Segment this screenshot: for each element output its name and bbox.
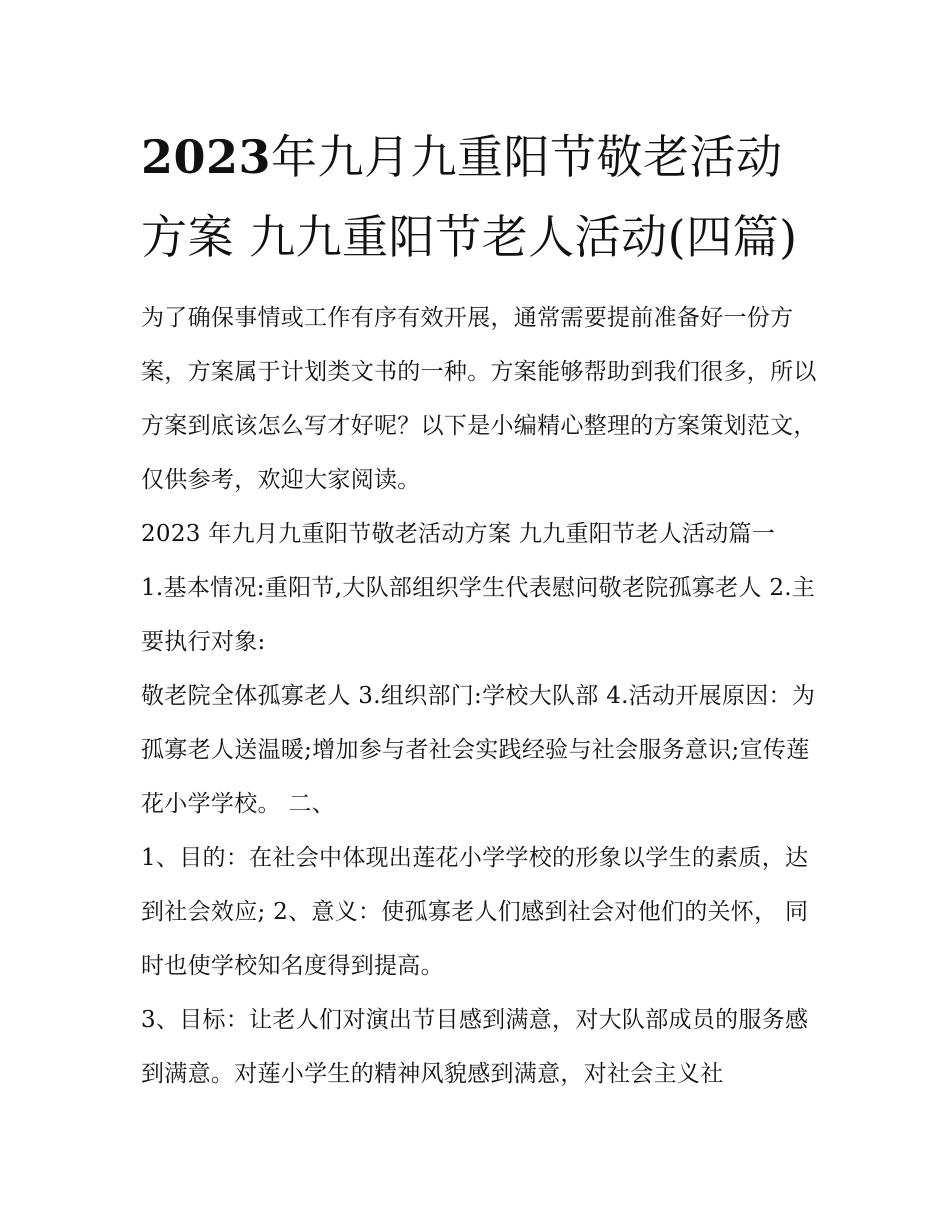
document-body — [141, 291, 821, 1101]
title-year: 2023 — [141, 130, 272, 184]
basic-info-paragraph: 1.基本情况:重阳节,大队部组织学生代表慰问敬老院孤寡老人 2.主要执行对象: — [141, 575, 816, 655]
section-heading: 2023 年九月九重阳节敬老活动方案 九九重阳节老人活动篇一 — [141, 521, 776, 547]
title-text: 年九月九重阳节敬老活动方案 九九重阳节老人活动(四篇) — [141, 130, 798, 264]
document-page — [141, 117, 821, 1101]
target-paragraph: 敬老院全体孤寡老人 3.组织部门:学校大队部 4.活动开展原因：为孤寡老人送温暖;增加参与者社会实践经验与社会服务意识;宣传莲花小学学校。 二、 — [141, 683, 816, 817]
goal-paragraph: 3、目标：让老人们对演出节目感到满意，对大队部成员的服务感到满意。对莲小学生的精神风貌感到满意，对社会主义社 — [141, 1007, 809, 1087]
intro-paragraph: 为了确保事情或工作有序有效开展，通常需要提前准备好一份方案，方案属于计划类文书的一种。方案能够帮助到我们很多，所以方案到底该怎么写才好呢？以下是小编精心整理的方案策划范文，仅供参考，欢迎大家阅读。 — [141, 305, 817, 493]
purpose-paragraph: 1、目的：在社会中体现出莲花小学学校的形象以学生的素质，达到社会效应; 2、意义：使孤寡老人们感到社会对他们的关怀， 同时也使学校知名度得到提高。 — [141, 845, 809, 979]
document-title — [141, 117, 821, 277]
